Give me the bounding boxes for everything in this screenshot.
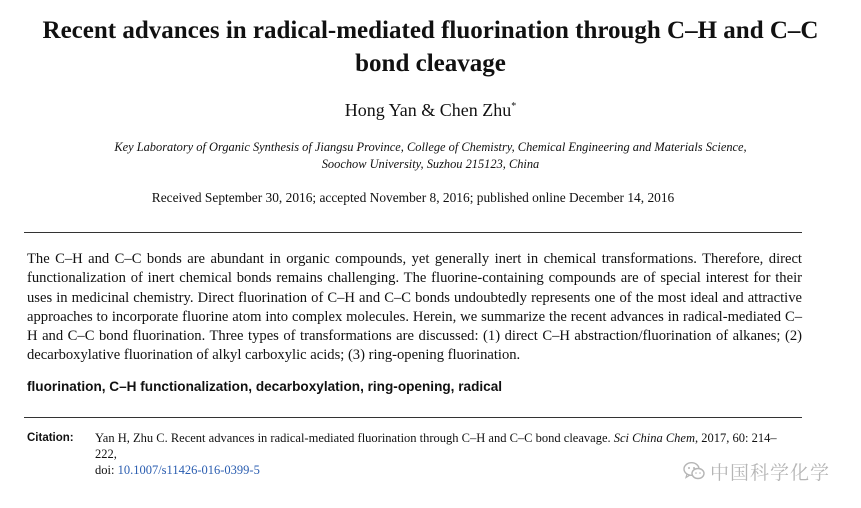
keywords: fluorination, C–H functionalization, decarboxylation, ring-opening, radical [27,379,503,394]
citation-label: Citation: [27,432,74,444]
divider-top [24,232,802,233]
affiliation [40,139,821,173]
watermark-text: 中国科学化学 [710,461,831,484]
affiliation-line-1: Key Laboratory of Organic Synthesis of Jiangsu Province, College of Chemistry, Chemical Engineering and Materials Science, [114,140,747,154]
doi-link[interactable]: 10.1007/s11426-016-0399-5 [117,463,260,477]
watermark [683,459,830,483]
wechat-icon [683,461,705,481]
abstract: The C–H and C–C bonds are abundant in organic compounds, yet generally inert in chemical transformations. Therefore, direct functionalization of inert chemical bonds remains challenging. The fluorine-containing compounds are of special interest for their uses in medicinal chemistry. Direct fluorination of C–H and C–C bonds undoubtedly represents one of the most ideal and attractive approaches to incorporate fluorine atom into complex molecules. Herein, we summarize the recent advances in radical-mediated C–H and C–C bond fluorination. Three types of transformations are discussed: (1) direct C–H abstraction/fluorination of alkanes; (2) decarboxylative fluorination of alkyl carboxylic acids; (3) ring-opening fluorination. [27,251,802,364]
citation-journal: Sci China Chem [613,431,695,445]
doi-label: doi: [95,463,115,477]
citation-volume-pages: , 2017, 60: 214–222, [95,431,777,461]
author-names: Hong Yan & Chen Zhu [344,100,512,120]
divider-bottom [24,417,802,418]
citation-reference: Yan H, Zhu C. Recent advances in radical-mediated fluorination through C–H and C–C bond cleavage. [95,431,611,445]
paper-title: Recent advances in radical-mediated fluorination through C–H and C–C bond cleavage [42,17,819,77]
corresponding-author-mark: * [511,101,517,112]
author-line [0,95,861,122]
affiliation-line-2: Soochow University, Suzhou 215123, China [321,157,540,171]
publication-dates: Received September 30, 2016; accepted November 8, 2016; published online December 14, 2016 [151,190,675,205]
